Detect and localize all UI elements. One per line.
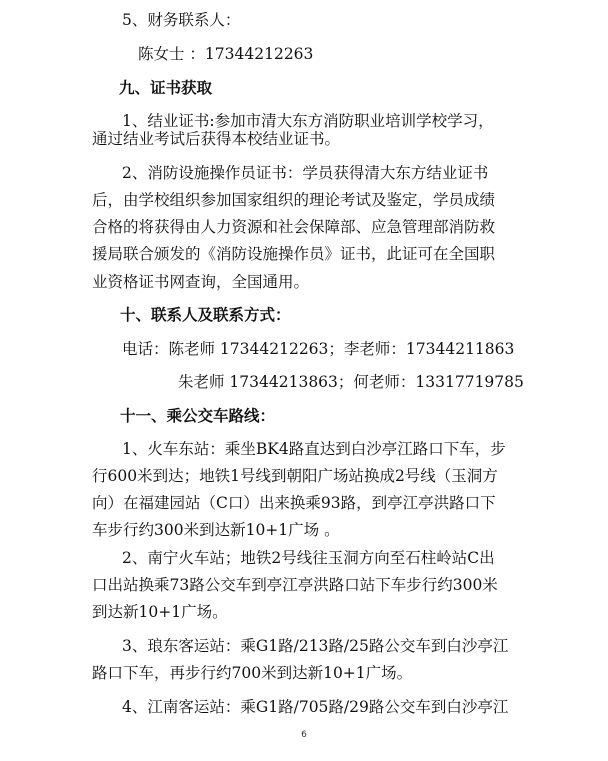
route1-line4: 车步行约300米到达新10+1广场 。 (92, 521, 340, 539)
page-number: 6 (301, 730, 307, 740)
section9-item2-line2: 后，由学校组织参加国家组织的理论考试及鉴定，学员成绩 (92, 191, 496, 209)
section9-item2-line4: 援局联合颁发的《消防设施操作员》证书，此证可在全国职 (92, 245, 496, 263)
route1-line1: 1、火车东站：乘坐BK4路直达到白沙亭江路口下车，步 (122, 440, 506, 458)
route3-line2: 路口下车，再步行约700米到达新10+1广场。 (92, 664, 413, 682)
contact-phone-line2: 朱老师 17344213863；何老师：13317719785 (178, 373, 524, 391)
route4-line1: 4、江南客运站：乘G1路/705路/29路公交车到白沙亭江 (122, 698, 509, 716)
route2-line2: 口出站换乘73路公交车到亭江亭洪路口站下车步行约300米 (92, 576, 498, 594)
route1-line2: 行600米到达；地铁1号线到朝阳广场站换成2号线（玉洞方 (92, 467, 498, 485)
section9-heading: 九、证书获取 (119, 78, 213, 97)
route3-line1: 3、琅东客运站：乘G1路/213路/25路公交车到白沙亭江 (122, 637, 509, 655)
route2-line3: 到达新10+1广场。 (92, 603, 228, 621)
finance-contact-label: 5、财务联系人： (122, 11, 241, 29)
section10-heading: 十、联系人及联系方式： (120, 305, 291, 324)
section11-heading: 十一、乘公交车路线： (120, 406, 276, 425)
route2-line1: 2、南宁火车站；地铁2号线往玉洞方向至石柱岭站C出 (122, 549, 495, 567)
section9-item2-line1: 2、消防设施操作员证书：学员获得清大东方结业证书 (122, 164, 489, 182)
section9-item1-line2: 通过结业考试后获得本校结业证书。 (92, 130, 341, 148)
contact-phone-line1: 电话：陈老师 17344212263；李老师：17344211863 (122, 340, 515, 358)
route1-line3: 向）在福建园站（C口）出来换乘93路，到亭江亭洪路口下 (92, 494, 496, 512)
finance-contact-name: 陈女士 ：17344212263 (138, 45, 314, 63)
section9-item1-line1: 1、结业证书:参加市清大东方消防职业培训学校学习， (122, 112, 494, 130)
section9-item2-line5: 业资格证书网查询，全国通用。 (92, 273, 310, 291)
section9-item2-line3: 合格的将获得由人力资源和社会保障部、应急管理部消防救 (92, 218, 496, 236)
